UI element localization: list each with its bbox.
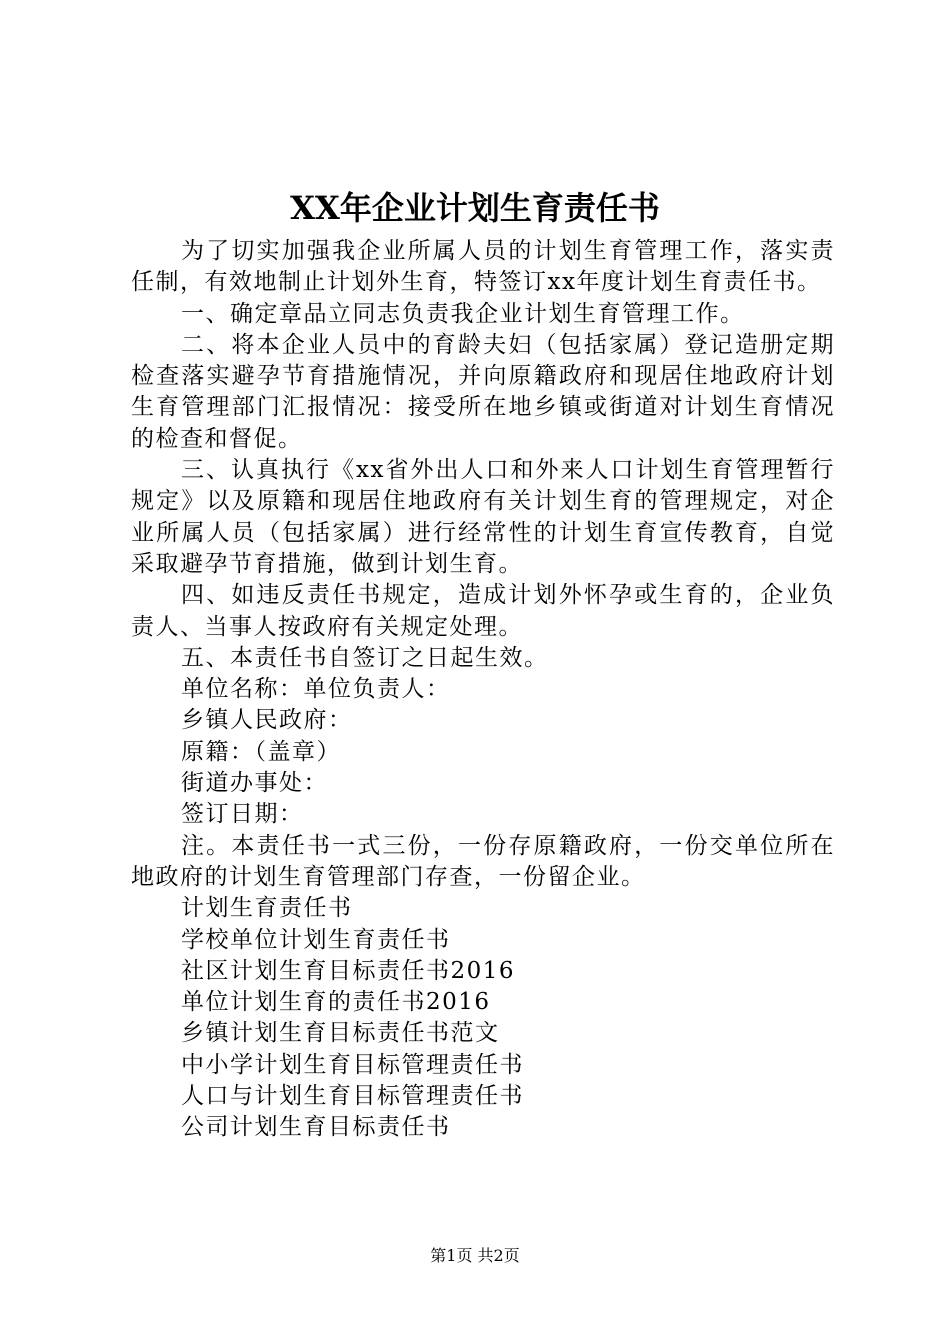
signature-township-line: 乡镇人民政府：: [181, 707, 353, 734]
related-title: 公司计划生育目标责任书: [181, 1114, 451, 1141]
related-title: 社区计划生育目标责任书2016: [181, 957, 516, 984]
signature-street-office-line: 街道办事处：: [181, 770, 328, 797]
signature-unit-line: 单位名称：单位负责人：: [181, 676, 451, 703]
clause-3: 三、认真执行《xx省外出人口和外来人口计划生育管理暂行规定》以及原籍和现居住地政府有关计划生育的管理规定，对企业所属人员（包括家属）进行经常性的计划生育宣传教育，自觉采取避孕节育措施，做到计划生育。: [131, 457, 835, 577]
signature-date-line: 签订日期：: [181, 801, 304, 828]
document-title: XX年企业计划生育责任书: [290, 189, 660, 227]
related-title: 学校单位计划生育责任书: [181, 926, 451, 953]
signature-origin-line: 原籍：（盖章）: [181, 738, 341, 765]
related-title: 单位计划生育的责任书2016: [181, 989, 491, 1016]
clause-1: 一、确定章品立同志负责我企业计划生育管理工作。: [181, 300, 745, 327]
related-title: 中小学计划生育目标管理责任书: [181, 1051, 524, 1078]
intro-paragraph: 为了切实加强我企业所属人员的计划生育管理工作，落实责任制，有效地制止计划外生育，特签订xx年度计划生育责任书。: [131, 238, 835, 296]
clause-5: 五、本责任书自签订之日起生效。: [181, 644, 549, 671]
document-body: [131, 236, 835, 1144]
clause-2: 二、将本企业人员中的育龄夫妇（包括家属）登记造册定期检查落实避孕节育措施情况，并向原籍政府和现居住地政府计划生育管理部门汇报情况：接受所在地乡镇或街道对计划生育情况的检查和督促。: [131, 331, 835, 452]
note-paragraph: 注。本责任书一式三份，一份存原籍政府，一份交单位所在地政府的计划生育管理部门存查，一份留企业。: [131, 832, 835, 890]
page-number: 第1页 共2页: [430, 1246, 520, 1265]
clause-4: 四、如违反责任书规定，造成计划外怀孕或生育的，企业负责人、当事人按政府有关规定处理。: [131, 582, 835, 640]
related-title: 人口与计划生育目标管理责任书: [181, 1083, 524, 1110]
related-title: 乡镇计划生育目标责任书范文: [181, 1020, 500, 1047]
related-title: 计划生育责任书: [181, 895, 353, 922]
